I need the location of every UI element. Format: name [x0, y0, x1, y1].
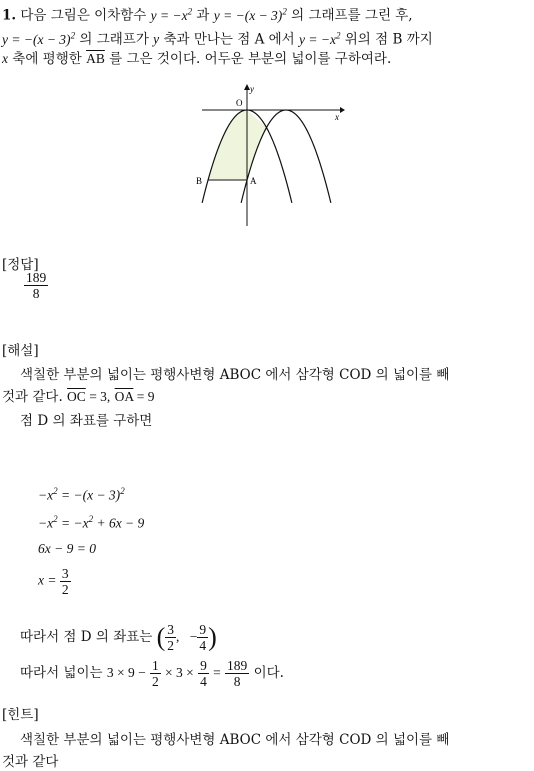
oc-length: = 3, — [85, 389, 111, 404]
problem-text: 의 그래프가 — [79, 31, 149, 48]
segment-oa: $\overline{OA}$ — [114, 389, 134, 404]
var-y: y — [153, 31, 160, 47]
x-axis-arrow — [340, 107, 345, 113]
equation-4: x = $\frac{3}{2}$ — [38, 566, 69, 597]
formula-y-neg-x2: $y = -x^2$ — [150, 6, 193, 23]
answer-heading: [정답] — [2, 257, 39, 273]
explanation-line-2 — [2, 388, 155, 406]
explanation-text: 따라서 넓이는 — [20, 665, 103, 681]
label-y-axis: y — [250, 84, 254, 94]
var-x: x — [2, 51, 8, 66]
formula-y-neg-x-minus-3-sq: $y = -(x - 3)^2$ — [2, 30, 76, 47]
label-origin: O — [236, 98, 243, 108]
formula-y-neg-x2: $y = -x^2$ — [299, 30, 341, 47]
explanation-line-1: 색칠한 부분의 넓이는 평행사변형 ABOC 에서 삼각형 COD 의 넓이를 빼 — [20, 367, 450, 383]
equation-1: $-x^2 = -(x - 3)^2$ — [38, 486, 125, 503]
label-x-axis: x — [335, 112, 339, 122]
hint-heading: [힌트] — [2, 707, 39, 723]
label-point-b: B — [196, 176, 203, 186]
explanation-text: 것과 같다. — [2, 389, 63, 405]
answer-value — [24, 270, 48, 301]
coordinate-line: 따라서 점 D 의 좌표는 ( $\frac{3}{2}$ , − $\frac{9}{4}$ ) — [20, 622, 217, 653]
problem-line-2 — [2, 26, 433, 49]
equation-3: 6x − 9 = 0 — [38, 541, 96, 556]
explanation-heading: [해설] — [2, 343, 39, 359]
formula-y-neg-x-minus-3-sq: $y = -(x - 3)^2$ — [213, 6, 287, 23]
explanation-text: 따라서 점 D 의 좌표는 — [20, 629, 153, 645]
parabola-figure — [190, 80, 350, 230]
area-calculation-line: 따라서 넓이는 3 × 9 − $\frac{1}{2}$ × 3 × $\frac{9}{4}$ = $\frac{189}{8}$ 이다. — [20, 658, 284, 689]
hint-line-1: 색칠한 부분의 넓이는 평행사변형 ABOC 에서 삼각형 COD 의 넓이를 빼 — [20, 732, 450, 748]
problem-line-1 — [2, 2, 413, 25]
answer-numerator: 189 — [26, 270, 47, 285]
equation-2: $-x^2 = -x^2 + 6x - 9$ — [38, 514, 145, 531]
problem-text: 위의 점 B 까지 — [344, 31, 433, 48]
problem-text: 다음 그림은 이차함수 — [20, 7, 147, 24]
coord-y-fraction: $\frac{9}{4}$ — [199, 622, 207, 653]
explanation-line-3: 점 D 의 좌표를 구하면 — [20, 413, 153, 429]
explanation-text: 이다. — [253, 665, 284, 681]
hint-line-2: 것과 같다 — [2, 754, 59, 770]
problem-text: 축과 만나는 점 A 에서 — [163, 31, 295, 48]
problem-text: 의 그래프를 그린 후, — [291, 7, 413, 24]
answer-denominator: 8 — [32, 286, 40, 301]
segment-oc: $\overline{OC}$ — [67, 389, 86, 404]
coord-x-fraction: $\frac{3}{2}$ — [167, 622, 175, 653]
problem-text: 과 — [196, 7, 210, 24]
segment-ab: $\overline{AB}$ — [86, 51, 105, 66]
label-point-a: A — [250, 176, 257, 186]
shaded-region — [208, 110, 267, 180]
oa-length: = 9 — [133, 389, 155, 404]
problem-text: 축에 평행한 — [12, 51, 82, 67]
problem-line-3 — [2, 50, 391, 68]
problem-text: 를 그은 것이다. 어두운 부분의 넓이를 구하여라. — [109, 51, 392, 67]
problem-number: 1. — [2, 7, 17, 24]
